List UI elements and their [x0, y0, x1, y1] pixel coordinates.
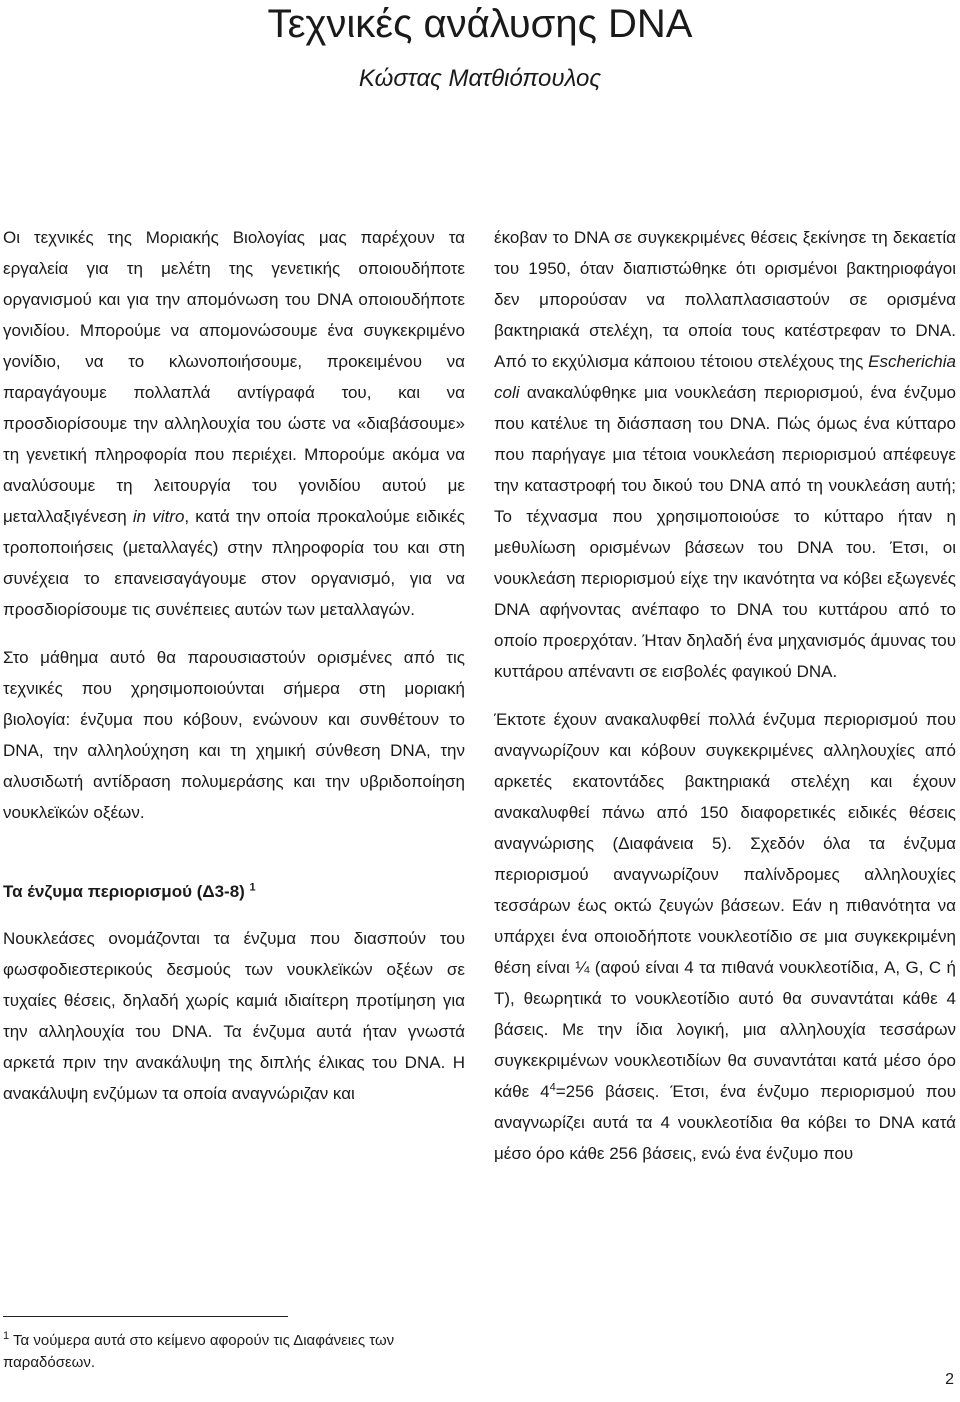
footnote-reference: 1 [249, 881, 256, 894]
footnote-divider [3, 1316, 288, 1317]
nucleases-paragraph: Νουκλεάσες ονομάζονται τα ένζυμα που διασπούν του φωσφοδιεστερικούς δεσμούς των νουκλεϊκών οξέων σε τυχαίες θέσεις, δηλαδή χωρίς καμιά ιδιαίτερη προτίμηση για την αλληλουχία του DNA. Τα ένζυμα αυτά ήταν γνωστά αρκετά πριν την ανακάλυψη της διπλής έλικας του DNA. Η ανακάλυψη ενζύμων τα οποία αναγνώριζαν και [3, 929, 465, 1103]
exponent: 4 [549, 1081, 556, 1094]
right-column [494, 222, 956, 1169]
recognition-text-b: =256 βάσεις. Έτσι, ένα ένζυμο περιορισμού που αναγνωρίζει αυτά τα 4 νουκλεοτίδια θα κόβει το DNA κατά μέσο όρο κάθε 256 βάσεις, ενώ ένα ένζυμο που [494, 1082, 956, 1163]
discovery-text-b: ανακαλύφθηκε μια νουκλεάση περιορισμού, ένα ένζυμο που κατέλυε τη διάσπαση του DNA. Πώς όμως ένα κύτταρο που παρήγαγε μια τέτοια νουκλεάση περιορισμού απέφευγε την καταστροφή του δικού του DNA από τη νουκλεάση αυτή; Το τέχνασμα που χρησιμοποιούσε το κύτταρο ήταν η μεθυλίωση ορισμένων βάσεων του DNA του. Έτσι, οι νουκλεάση περιορισμού είχε την ικανότητα να κόβει εξωγενές DNA αφήνοντας ανέπαφο το DNA του κυττάρου από το οποίο προερχόταν. Ήταν δηλαδή ένα μηχανισμός άμυνας του κυττάρου απέναντι σε εισβολές φαγικού DNA. [494, 383, 956, 681]
footnote [3, 1330, 465, 1374]
page-number: 2 [945, 1371, 954, 1388]
lesson-overview-paragraph: Στο μάθημα αυτό θα παρουσιαστούν ορισμένες από τις τεχνικές που χρησιμοποιούνται σήμερα στη μοριακή βιολογία: ένζυμα που κόβουν, ενώνουν και συνθέτουν το DNA, την αλληλούχηση και τη χημική σύνθεση DNA, την αλυσιδωτή αντίδραση πολυμεράσης και την υβριδοποίηση νουκλεϊκών οξέων. [3, 648, 465, 822]
page-title: Τεχνικές ανάλυσης DNA [267, 2, 693, 46]
left-column [3, 222, 465, 1109]
intro-paragraph [3, 222, 465, 625]
restriction-discovery-paragraph [494, 222, 956, 687]
intro-italic-term: in vitro [132, 507, 185, 526]
footnote-mark: 1 [3, 1330, 10, 1342]
intro-text-a: Οι τεχνικές της Μοριακής Βιολογίας μας παρέχουν τα εργαλεία για τη μελέτη της γενετικής οποιουδήποτε οργανισμού και για την απομόνωση του DNA οποιουδήποτε γονιδίου. Μπορούμε να απομονώσουμε ένα συγκεκριμένο γονίδιο, να το κλωνοποιήσουμε, προκειμένου να παραγάγουμε πολλαπλά αντίγραφά του, και να προσδιορίσουμε την αλληλουχία του ώστε να «διαβάσουμε» τη γενετική πληροφορία που περιέχει. Μπορούμε ακόμα να αναλύσουμε τη λειτουργία του γονιδίου αυτού με μεταλλαξιγένεση [3, 228, 465, 526]
species-name: Escherichia coli [494, 352, 956, 402]
section-heading-text: Τα ένζυμα περιορισμού (Δ3-8) [3, 882, 245, 901]
footnote-text: Τα νούμερα αυτά στο κείμενο αφορούν τις Διαφάνειες των παραδόσεων. [3, 1332, 395, 1371]
discovery-text-a: έκοβαν το DNA σε συγκεκριμένες θέσεις ξεκίνησε τη δεκαετία του 1950, όταν διαπιστώθηκε ότι ορισμένοι βακτηριοφάγοι δεν μπορούσαν να πολλαπλασιαστούν σε ορισμένα βακτηριακά στελέχη, τα οποία τους κατέστρεφαν το DNA. Από το εκχύλισμα κάποιου τέτοιου στελέχους της [494, 228, 956, 371]
recognition-sites-paragraph [494, 704, 956, 1169]
section-heading [3, 876, 465, 907]
author-name: Κώστας Ματθιόπουλος [358, 65, 602, 92]
intro-text-b: , κατά την οποία προκαλούμε ειδικές τροποποιήσεις (μεταλλαγές) στην πληροφορία του και στη συνέχεια το επανεισαγάγουμε στον οργανισμό, για να προσδιορίσουμε τις συνέπειες αυτών των μεταλλαγών. [3, 507, 466, 619]
recognition-text-a: Έκτοτε έχουν ανακαλυφθεί πολλά ένζυμα περιορισμού που αναγνωρίζουν και κόβουν συγκεκριμένες αλληλουχίες από αρκετές εκατοντάδες βακτηριακά στελέχη και έχουν ανακαλυφθεί πάνω από 150 διαφορετικές ειδικές θέσεις αναγνώρισης (Διαφάνεια 5). Σχεδόν όλα τα ένζυμα περιορισμού αναγνωρίζουν παλίνδρομες αλληλουχίες τεσσάρων έως οκτώ ζευγών βάσεων. Εάν η πιθανότητα να υπάρχει ένα οποιοδήποτε νουκλεοτίδιο σε μια συγκεκριμένη θέση είναι ¼ (αφού είναι 4 τα πιθανά νουκλεοτίδια, A, G, C ή T), θεωρητικά το νουκλεοτίδιο αυτό θα συναντάται κάθε 4 βάσεις. Με την ίδια λογική, μια αλληλουχία τεσσάρων συγκεκριμένων νουκλεοτιδίων θα συναντάται κατά μέσο όρο κάθε 4 [494, 710, 956, 1101]
